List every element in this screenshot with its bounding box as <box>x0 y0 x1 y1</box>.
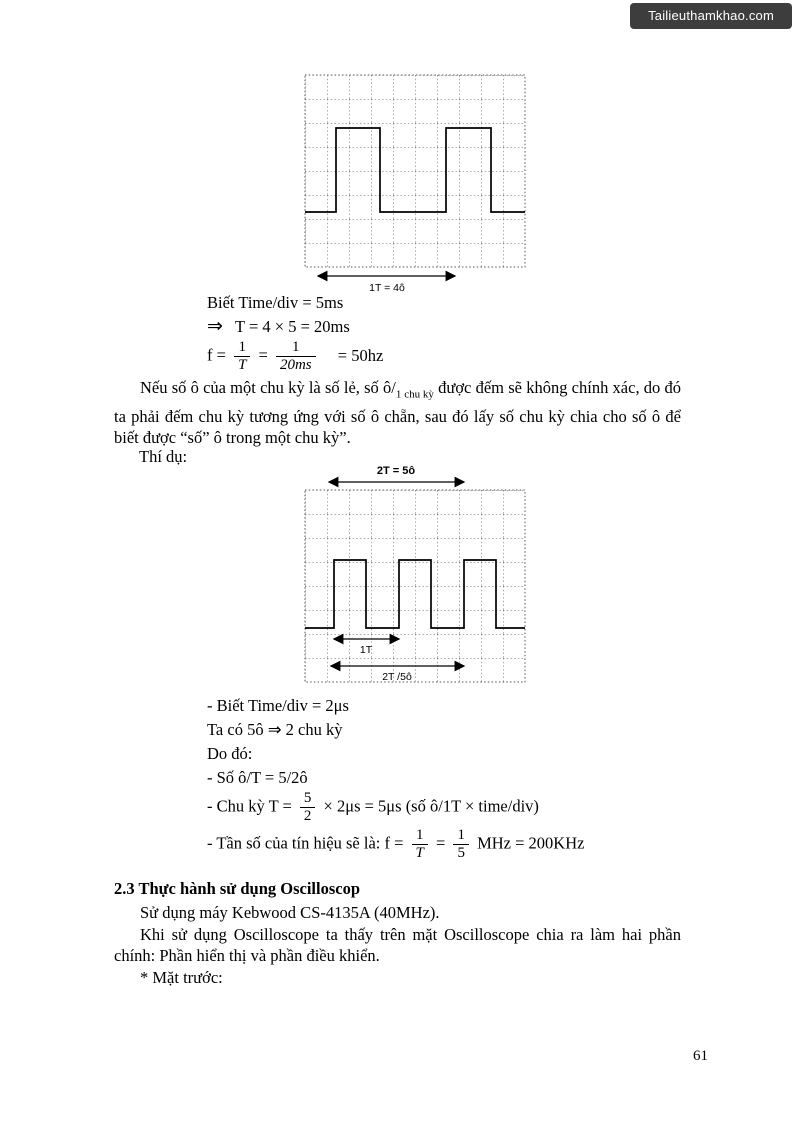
calc2-line3: Do đó: <box>207 744 253 763</box>
calc-block-2 <box>207 694 584 863</box>
fraction-1-over-T: $\frac{1}{T}$ <box>234 339 250 375</box>
calc2-line5-prefix: - Chu kỳ T = <box>207 796 292 816</box>
calc1-line2-text: T = 4 × 5 = 20ms <box>235 317 350 336</box>
fraction-1-over-5: $\frac{1}{5}$ <box>453 827 469 863</box>
implies-symbol: ⇒ <box>207 316 223 337</box>
calc-block-1 <box>207 291 383 376</box>
paragraph1-part2: được đếm sẽ không chính xác, do đó ta phải đếm chu kỳ tương ứng với số ô chẵn, sau đó lấy số chu kỳ chia cho số ô để biết được “số” ô trong một chu kỳ”. <box>114 378 682 448</box>
page-number: 61 <box>693 1048 708 1064</box>
paragraph1-subscript: 1 chu kỳ <box>395 388 434 401</box>
two-period-label: 2T /5ô <box>382 671 412 683</box>
calc2-line2: Ta có 5ô ⇒ 2 chu kỳ <box>207 720 343 739</box>
oscilloscope-grid-2 <box>304 455 528 689</box>
section-paragraph-3: * Mặt trước: <box>140 967 223 987</box>
section-heading: 2.3 Thực hành sử dụng Oscilloscop <box>114 879 360 898</box>
diagram-1-square-wave <box>304 74 528 301</box>
calc1-line1: Biết Time/div = 5ms <box>207 293 344 312</box>
calc1-line3-eq: = <box>258 345 268 365</box>
calc2-line5 <box>207 790 584 826</box>
one-period-label: 1T <box>359 644 373 656</box>
calc1-line3-prefix: f = <box>207 345 226 365</box>
grid-lines-2 <box>305 490 525 682</box>
fraction-5-over-2: $\frac{5}{2}$ <box>300 790 316 826</box>
example-label: Thí dụ: <box>139 447 188 466</box>
body-paragraph-odd-divisions <box>114 377 681 449</box>
paragraph1-part1: Nếu số ô của một chu kỳ là số lẻ, số ô/ <box>140 378 396 397</box>
calc1-line2 <box>207 315 383 338</box>
oscilloscope-grid-1 <box>304 74 528 296</box>
calc1-line3 <box>207 339 383 375</box>
period-label-1: 1T = 4ô <box>369 282 405 294</box>
section-2-3 <box>114 879 681 988</box>
calc2-line6-eq: = <box>436 833 446 853</box>
calc2-line6-prefix: - Tần số của tín hiệu sẽ là: f = <box>207 833 404 853</box>
calc2-line6-rest: MHz = 200KHz <box>477 833 585 853</box>
calc1-line3-result: = 50hz <box>337 345 384 365</box>
grid-lines-1 <box>305 75 525 267</box>
calc2-line5-rest: × 2μs = 5μs (số ô/1T × time/div) <box>323 796 539 816</box>
calc2-line6 <box>207 827 584 863</box>
calc2-line1: - Biết Time/div = 2μs <box>207 696 349 715</box>
calc2-line4: - Số ô/T = 5/2ô <box>207 768 308 787</box>
fraction-1-over-20ms: $\frac{1}{20ms}$ <box>276 339 316 375</box>
section-paragraph-1: Sử dụng máy Kebwood CS-4135A (40MHz). <box>140 903 440 922</box>
watermark-badge: Tailieuthamkhao.com <box>630 3 792 29</box>
top-period-label: 2T = 5ô <box>376 465 416 477</box>
section-paragraph-2: Khi sử dụng Oscilloscope ta thấy trên mặt Oscilloscope chia ra làm hai phần chính: Phần hiển thị và phần điều khiển. <box>114 924 681 965</box>
diagram-2-square-wave <box>304 455 528 694</box>
fraction-1-over-T-2: $\frac{1}{T}$ <box>412 827 428 863</box>
